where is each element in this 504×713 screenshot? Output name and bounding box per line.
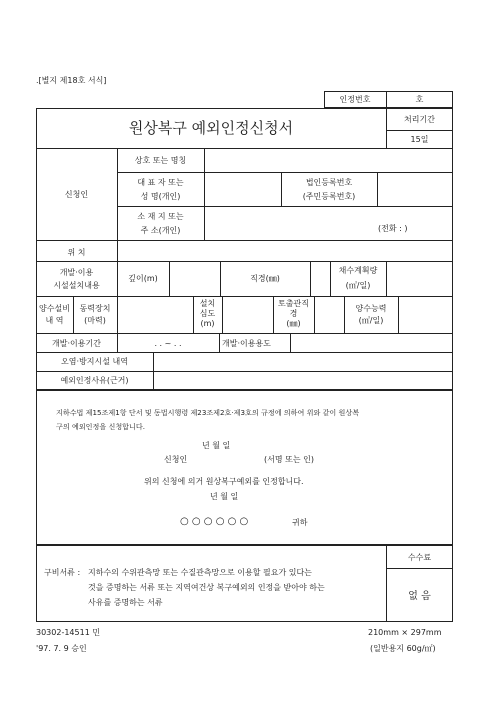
location-label: 위 치: [67, 248, 86, 257]
corp-reg-label-1: 법인등록번호: [305, 178, 353, 187]
name-field[interactable]: [205, 149, 452, 171]
process-label: 처리기간: [404, 115, 435, 124]
approve-text: 위의 신청에 의거 원상복구예외를 인정합니다.: [144, 477, 304, 486]
sign-label[interactable]: (서명 또는 인): [264, 455, 314, 464]
corp-reg-field[interactable]: [378, 173, 452, 206]
outlet-label-1: 토출관직: [278, 299, 309, 308]
capacity-label-2: (㎥/일): [358, 316, 384, 325]
dev-label-1: 개발·이용: [59, 268, 94, 277]
period-label: 개발·이용기간: [52, 339, 101, 348]
date-line-1[interactable]: 년 월 일: [202, 441, 231, 450]
docs-line-2: 것을 증명하는 서류 또는 지역여건상 복구예외의 인정을 받아야 하는: [88, 583, 325, 592]
plan-field[interactable]: [387, 262, 452, 295]
paper-size: 210mm × 297mm: [368, 628, 442, 637]
docs-label: 구비서류 :: [44, 568, 81, 577]
power-label-1: 동력장치: [79, 304, 111, 313]
addr-label-1: 소 재 지 또는: [137, 212, 184, 221]
name-label: 상호 또는 명칭: [134, 156, 187, 165]
power-field[interactable]: [118, 297, 192, 332]
install-label-2: 심도: [199, 309, 216, 318]
form-label: .[별지 제18호 서식]: [36, 76, 107, 85]
applicant-sign-label: 신청인: [164, 455, 188, 464]
plan-label-2: (㎥/일): [345, 281, 371, 290]
reason-field[interactable]: [154, 372, 452, 389]
phone-label: (전화 : ): [378, 224, 408, 233]
docs-line-3: 사유를 증명하는 서류: [88, 598, 163, 607]
outlet-field[interactable]: [315, 297, 343, 332]
pollution-label: 오염·방지시설 내역: [61, 357, 128, 366]
approval-date: '97. 7. 9 승인: [36, 644, 87, 653]
cert-number-value[interactable]: 호: [415, 95, 424, 104]
form-title: 원상복구 예외인정신청서: [128, 119, 294, 137]
official-circles: ○ ○ ○ ○ ○ ○: [180, 516, 249, 527]
cert-number-label: 인정번호: [339, 95, 371, 104]
install-label-3: (m): [200, 319, 215, 328]
fee-label: 수수료: [407, 553, 432, 562]
addr-label-2: 주 소(개인): [140, 226, 181, 235]
pump-label-2: 내 역: [45, 316, 64, 325]
capacity-label-1: 양수능력: [355, 304, 387, 313]
capacity-field[interactable]: [399, 297, 452, 332]
date-line-2[interactable]: 년 월 일: [210, 492, 239, 501]
reason-label: 예외인정사유(근거): [60, 376, 129, 385]
location-field[interactable]: [118, 241, 452, 260]
outlet-label-2: 경: [289, 309, 298, 318]
rep-label-2: 성 명(개인): [140, 192, 181, 201]
dev-label-2: 시설설치내용: [53, 281, 100, 290]
recipient-label: 귀하: [292, 518, 308, 527]
docs-line-1: 지하수의 수위관측망 또는 수질관측망으로 이용할 필요가 있다는: [88, 568, 312, 577]
plan-label-1: 채수계획량: [338, 266, 378, 275]
rep-label-1: 대 표 자 또는: [137, 178, 184, 187]
address-field[interactable]: [205, 207, 452, 240]
body-line-1: 지하수법 제15조제1항 단서 및 동법시행령 제23조제2호·제3호의 규정에 의하여 위와 같이 원상복: [56, 408, 360, 417]
install-label-1: 설치: [199, 299, 216, 308]
pollution-field[interactable]: [154, 353, 452, 370]
fee-value: 없 음: [408, 591, 431, 602]
depth-label: 깊이(m): [128, 274, 158, 283]
install-field[interactable]: [223, 297, 272, 332]
form-code: 30302-14511 민: [36, 628, 101, 637]
applicant-section-label: 신청인: [64, 190, 89, 199]
paper-weight: (일반용지 60g/㎡): [370, 644, 436, 653]
outlet-label-3: (㎜): [286, 319, 301, 328]
use-label: 개발·이용용도: [222, 339, 271, 348]
depth-field[interactable]: [170, 262, 219, 295]
representative-field[interactable]: [205, 173, 280, 206]
power-label-2: (마력): [84, 316, 106, 325]
diameter-label: 직경(㎜): [250, 274, 280, 283]
period-value[interactable]: . . ~ . .: [154, 339, 182, 348]
use-field[interactable]: [291, 334, 452, 351]
pump-label-1: 양수설비: [39, 304, 70, 313]
process-value: 15일: [410, 135, 429, 144]
body-line-2: 구의 예외인정을 신청합니다.: [56, 422, 145, 431]
corp-reg-label-2: (주민등록번호): [302, 192, 356, 201]
diameter-field[interactable]: [311, 262, 329, 295]
